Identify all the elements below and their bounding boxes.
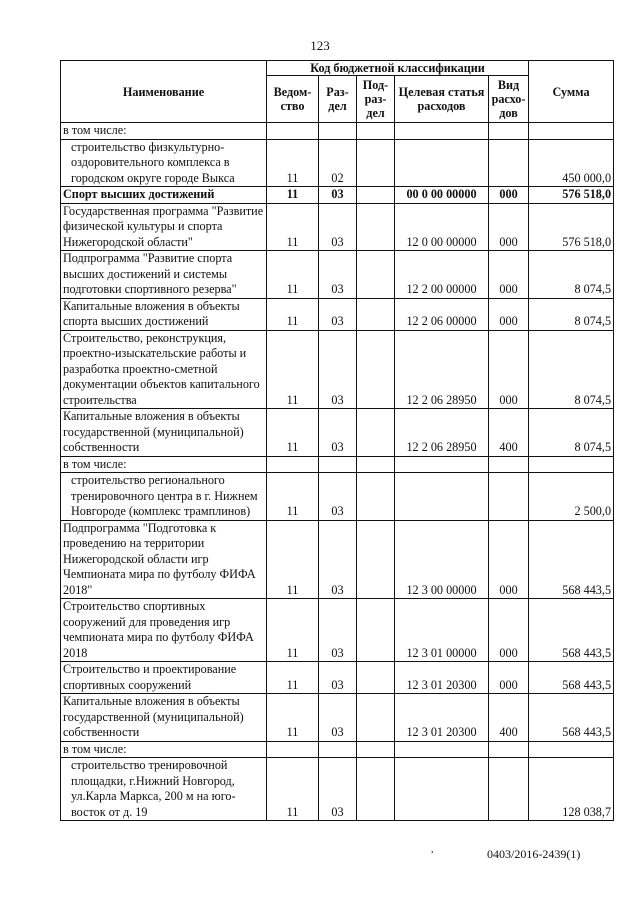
document-code: 0403/2016-2439(1) [487, 847, 581, 861]
row-vr: 000 [489, 187, 529, 204]
row-name: Государственная программа "Развитие физической культуры и спорта Нижегородской области" [61, 203, 267, 251]
row-sum: 576 518,0 [529, 187, 614, 204]
row-ved: 11 [267, 251, 319, 299]
row-ved: 11 [267, 187, 319, 204]
row-rz: 03 [319, 203, 357, 251]
row-csr: 12 3 00 00000 [395, 520, 489, 599]
row-pr [357, 662, 395, 694]
row-name: в том числе: [61, 741, 267, 758]
table-row [61, 599, 614, 662]
row-ved: 11 [267, 409, 319, 457]
row-name: Спорт высших достижений [61, 187, 267, 204]
row-ved: 11 [267, 203, 319, 251]
row-sum [529, 456, 614, 473]
row-sum: 128 038,7 [529, 758, 614, 821]
table-row [61, 456, 614, 473]
row-sum [529, 123, 614, 140]
row-rz: 02 [319, 139, 357, 187]
row-csr: 12 2 00 00000 [395, 251, 489, 299]
table-row [61, 139, 614, 187]
row-name: Подпрограмма "Подготовка к проведению на территории Нижегородской области игр Чемпионата мира по футболу ФИФА 2018" [61, 520, 267, 599]
header-podrazdel: Под-раз-дел [357, 76, 395, 123]
row-pr [357, 298, 395, 330]
row-pr [357, 251, 395, 299]
row-ved: 11 [267, 599, 319, 662]
row-sum: 450 000,0 [529, 139, 614, 187]
row-csr: 12 3 01 20300 [395, 694, 489, 742]
row-name: в том числе: [61, 123, 267, 140]
row-rz: 03 [319, 187, 357, 204]
row-name: строительство регионального тренировочного центра в г. Нижнем Новгороде (комплекс трамплинов) [61, 473, 267, 521]
row-sum: 576 518,0 [529, 203, 614, 251]
row-ved: 11 [267, 330, 319, 409]
row-ved [267, 123, 319, 140]
row-vr: 000 [489, 330, 529, 409]
row-sum: 2 500,0 [529, 473, 614, 521]
row-vr [489, 123, 529, 140]
row-ved: 11 [267, 298, 319, 330]
row-ved: 11 [267, 758, 319, 821]
table-row [61, 187, 614, 204]
row-rz: 03 [319, 520, 357, 599]
row-pr [357, 694, 395, 742]
table-row [61, 203, 614, 251]
row-csr [395, 456, 489, 473]
row-vr: 400 [489, 409, 529, 457]
row-name: Капитальные вложения в объекты государственной (муниципальной) собственности [61, 694, 267, 742]
row-vr [489, 758, 529, 821]
row-sum: 568 443,5 [529, 694, 614, 742]
row-name: строительство физкультурно-оздоровительного комплекса в городском округе городе Выкса [61, 139, 267, 187]
row-csr: 12 2 06 28950 [395, 330, 489, 409]
row-csr [395, 123, 489, 140]
row-sum: 8 074,5 [529, 298, 614, 330]
table-row [61, 694, 614, 742]
row-pr [357, 187, 395, 204]
row-rz: 03 [319, 298, 357, 330]
row-rz: 03 [319, 409, 357, 457]
row-name: строительство тренировочной площадки, г.Нижний Новгород, ул.Карла Маркса, 200 м на юго-восток от д. 19 [61, 758, 267, 821]
row-csr: 12 3 01 20300 [395, 662, 489, 694]
row-name: Строительство и проектирование спортивных сооружений [61, 662, 267, 694]
row-sum: 8 074,5 [529, 409, 614, 457]
row-ved [267, 456, 319, 473]
row-pr [357, 456, 395, 473]
row-csr: 12 2 06 28950 [395, 409, 489, 457]
row-pr [357, 473, 395, 521]
table-row [61, 409, 614, 457]
table-row [61, 473, 614, 521]
budget-table [60, 60, 614, 821]
row-sum: 8 074,5 [529, 251, 614, 299]
row-vr: 000 [489, 298, 529, 330]
header-expense-type: Вид расхо-дов [489, 76, 529, 123]
row-vr: 000 [489, 203, 529, 251]
row-vr: 400 [489, 694, 529, 742]
table-header [61, 61, 614, 123]
table-row [61, 123, 614, 140]
header-razdel: Раз-дел [319, 76, 357, 123]
row-csr [395, 139, 489, 187]
row-vr [489, 139, 529, 187]
row-pr [357, 203, 395, 251]
row-csr: 00 0 00 00000 [395, 187, 489, 204]
row-vr: 000 [489, 251, 529, 299]
row-name: Подпрограмма "Развитие спорта высших достижений и системы подготовки спортивного резерва" [61, 251, 267, 299]
header-sum: Сумма [529, 61, 614, 123]
row-ved [267, 741, 319, 758]
table-row [61, 330, 614, 409]
row-csr: 12 3 01 00000 [395, 599, 489, 662]
row-sum [529, 741, 614, 758]
row-name: Строительство, реконструкция, проектно-изыскательские работы и разработка проектно-сметной документации объектов капитального строительства [61, 330, 267, 409]
row-rz: 03 [319, 758, 357, 821]
row-vr: 000 [489, 599, 529, 662]
row-rz [319, 123, 357, 140]
table-row [61, 662, 614, 694]
row-csr [395, 758, 489, 821]
row-rz: 03 [319, 599, 357, 662]
row-ved: 11 [267, 520, 319, 599]
table-row [61, 758, 614, 821]
page-number: 123 [310, 38, 330, 53]
table-row [61, 741, 614, 758]
row-sum: 568 443,5 [529, 599, 614, 662]
row-vr [489, 741, 529, 758]
row-rz: 03 [319, 473, 357, 521]
row-pr [357, 758, 395, 821]
row-rz: 03 [319, 694, 357, 742]
row-rz [319, 741, 357, 758]
row-pr [357, 330, 395, 409]
row-rz [319, 456, 357, 473]
header-vedomstvo: Ведом-ство [267, 76, 319, 123]
row-sum: 568 443,5 [529, 520, 614, 599]
page-mark: , [431, 844, 434, 855]
row-ved: 11 [267, 662, 319, 694]
table-row [61, 251, 614, 299]
row-pr [357, 599, 395, 662]
row-vr: 000 [489, 662, 529, 694]
row-vr [489, 456, 529, 473]
row-csr [395, 473, 489, 521]
row-ved: 11 [267, 473, 319, 521]
row-name: Капитальные вложения в объекты спорта высших достижений [61, 298, 267, 330]
row-vr: 000 [489, 520, 529, 599]
row-vr [489, 473, 529, 521]
row-sum: 8 074,5 [529, 330, 614, 409]
row-csr: 12 0 00 00000 [395, 203, 489, 251]
row-name: Строительство спортивных сооружений для проведения игр чемпионата мира по футболу ФИФА 2018 [61, 599, 267, 662]
header-classification-group: Код бюджетной классификации [267, 61, 529, 76]
row-rz: 03 [319, 662, 357, 694]
row-name: в том числе: [61, 456, 267, 473]
row-pr [357, 123, 395, 140]
row-rz: 03 [319, 330, 357, 409]
row-sum: 568 443,5 [529, 662, 614, 694]
row-pr [357, 741, 395, 758]
row-pr [357, 409, 395, 457]
row-pr [357, 520, 395, 599]
row-rz: 03 [319, 251, 357, 299]
row-pr [357, 139, 395, 187]
table-row [61, 520, 614, 599]
header-target-article: Целевая статья расходов [395, 76, 489, 123]
header-name: Наименование [61, 61, 267, 123]
row-name: Капитальные вложения в объекты государственной (муниципальной) собственности [61, 409, 267, 457]
row-csr: 12 2 06 00000 [395, 298, 489, 330]
row-csr [395, 741, 489, 758]
row-ved: 11 [267, 694, 319, 742]
table-row [61, 298, 614, 330]
row-ved: 11 [267, 139, 319, 187]
